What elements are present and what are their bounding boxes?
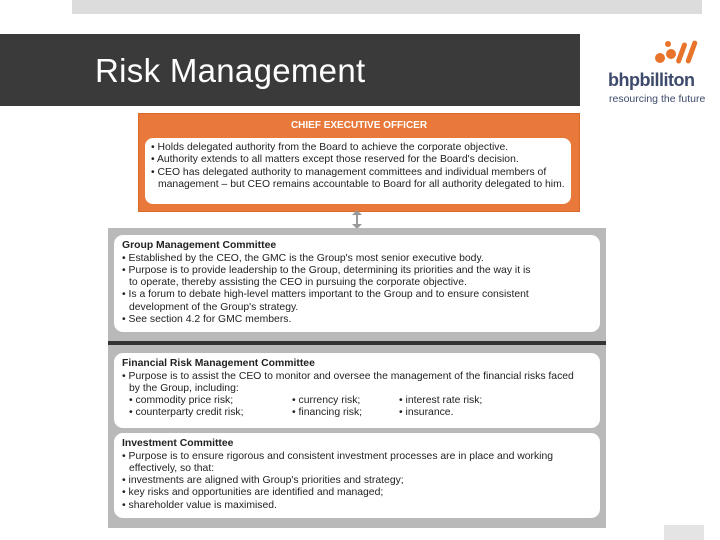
ceo-line: • CEO has delegated authority to management committees and individual members of <box>151 166 547 178</box>
ceo-body <box>145 138 571 204</box>
ceo-line: management – but CEO remains accountable to Board for all authority delegated to him. <box>158 178 565 190</box>
gmc-line: development of the Group's strategy. <box>129 301 299 313</box>
gmc-heading: Group Management Committee <box>122 240 277 251</box>
risk-item: • insurance. <box>399 407 454 419</box>
top-decor-bar <box>72 0 702 14</box>
risk-row <box>122 395 592 407</box>
gmc-line: • Purpose is to provide leadership to the Group, determining its priorities and the way it is <box>122 264 531 276</box>
risk-row <box>122 407 592 419</box>
ceo-box <box>138 113 580 212</box>
frmc-line: by the Group, including: <box>129 382 239 394</box>
ic-line: • key risks and opportunities are identified and managed; <box>122 487 384 499</box>
gmc-panel <box>114 235 600 332</box>
ic-panel <box>114 433 600 518</box>
gmc-line: to operate, thereby assisting the CEO in pursuing the corporate objective. <box>129 277 467 289</box>
ic-line: • investments are aligned with Group's priorities and strategy; <box>122 475 404 487</box>
ceo-line: • Authority extends to all matters except those reserved for the Board's decision. <box>151 154 519 166</box>
gmc-line: • Is a forum to debate high-level matters important to the Group and to ensure consistent <box>122 289 529 301</box>
risk-item: • counterparty credit risk; <box>129 407 244 419</box>
arrow-up-icon <box>352 210 362 215</box>
gmc-line: • See section 4.2 for GMC members. <box>122 313 292 325</box>
logo-wordmark: bhpbilliton <box>608 70 695 90</box>
ic-line: • Purpose is to ensure rigorous and consistent investment processes are in place and working <box>122 450 554 462</box>
section-divider <box>108 341 606 345</box>
risk-item: • interest rate risk; <box>399 395 483 407</box>
frmc-line: • Purpose is to assist the CEO to monitor and oversee the management of the financial risks faced <box>122 370 574 382</box>
corner-decor <box>664 525 704 540</box>
ic-line: effectively, so that: <box>129 462 215 474</box>
risk-item: • currency risk; <box>292 395 361 407</box>
frmc-panel <box>114 353 600 428</box>
ic-heading: Investment Committee <box>122 438 234 449</box>
risk-item: • commodity price risk; <box>129 395 234 407</box>
ic-line: • shareholder value is maximised. <box>122 499 277 511</box>
gmc-line: • Established by the CEO, the GMC is the Group's most senior executive body. <box>122 252 484 264</box>
frmc-heading: Financial Risk Management Committee <box>122 358 315 369</box>
bhp-logo-mark-icon <box>652 38 702 68</box>
risk-item: • financing risk; <box>292 407 363 419</box>
logo-tagline: resourcing the future <box>609 93 706 105</box>
ceo-line: • Holds delegated authority from the Board to achieve the corporate objective. <box>151 142 509 153</box>
ceo-heading: CHIEF EXECUTIVE OFFICER <box>290 120 428 131</box>
slide-title: Risk Management <box>95 52 366 89</box>
